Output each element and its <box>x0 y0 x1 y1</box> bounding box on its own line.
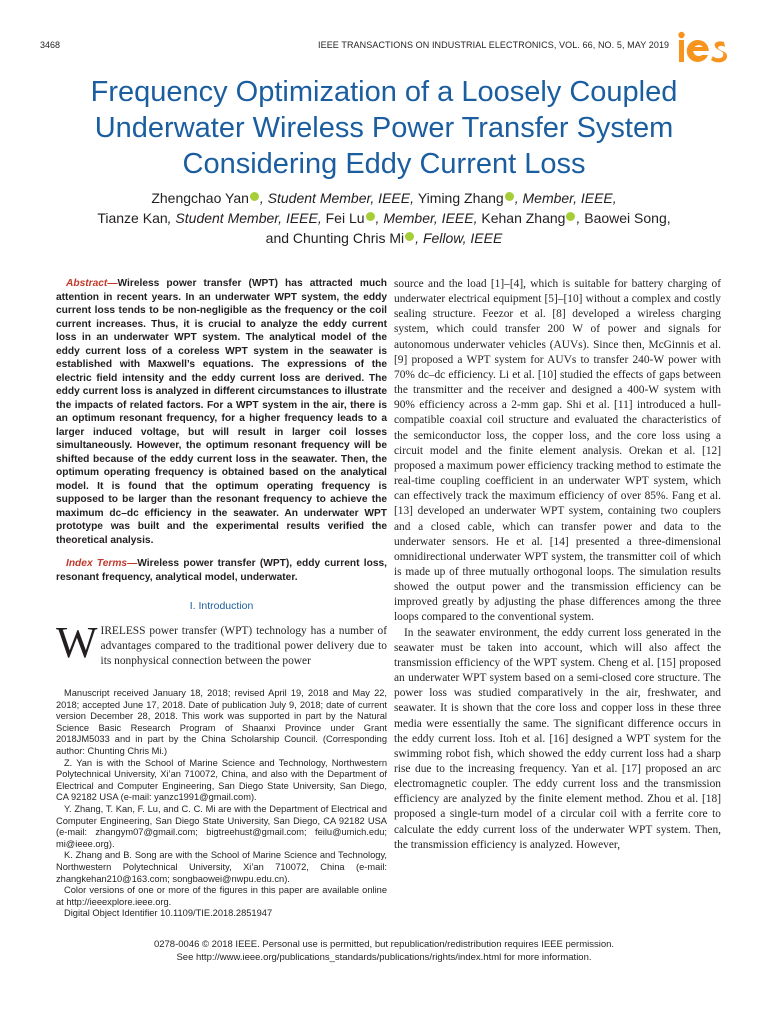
orcid-icon[interactable] <box>505 192 514 201</box>
author-name: Kehan Zhang <box>481 210 566 226</box>
intro-paragraph <box>56 618 387 669</box>
page-number: 3468 <box>40 40 61 50</box>
author-membership: , Fellow, IEEE <box>415 230 503 246</box>
title-line: Underwater Wireless Power Transfer System <box>94 112 674 144</box>
footnote: Manuscript received January 18, 2018; revised April 19, 2018 and May 22, 2018; accepted June 17, 2018. Date of publication July 9, 2018; date of current version December 28, 2018. This work was supported in part by the Natural Science Basic Research Program of Shaanxi Province under Grant 2018JM5033 and in part by the China Scholarship Council. (Corresponding author: Chunting Chris Mi.) <box>56 688 387 756</box>
footnote: Y. Zhang, T. Kan, F. Lu, and C. C. Mi are with the Department of Electrical and Computer Engineering, San Diego State University, San Diego, CA 92182 USA (e-mail: zhangym07@gmail.com; bigtreehust@gmail.com; feilu@umich.edu; mi@ieee.org). <box>56 803 387 849</box>
author-membership: , Member, IEEE, <box>375 210 482 226</box>
footnote: Digital Object Identifier 10.1109/TIE.2018.2851947 <box>64 908 273 919</box>
author-name: Fei Lu <box>325 210 365 226</box>
author-name: Baowei Song, <box>584 210 671 226</box>
author-membership: , Member, IEEE, <box>514 190 617 206</box>
body-paragraph: In the seawater environment, the eddy current loss generated in the seawater must be taken into account, which will also affect the transmission efficiency of the WPT system. Cheng et al. [15] proposed an underwater WPT system based on a semi-closed core structure. The power loss was studied comparatively in the air, freshwater, and seawater. It is shown that the core loss and copper loss in these three media were essentially the same. The significant difference occurs in the eddy current loss. Itoh et al. [16] designed a WPT system for the swimming robot fish, which showed the eddy current loss had a sharp rise due to the increasing frequency. Yan et al. [17] proposed an arc electromagnetic coupler. The eddy current loss and the transmission efficiency are analyzed by the finite element method. Zhou et al. [18] proposed a single-turn model of a circular coil with a ferrite core to calculate the eddy current loss of the underwater WPT system. Then, the transmission efficiency is analyzed. However, <box>394 626 721 851</box>
orcid-icon[interactable] <box>250 192 259 201</box>
orcid-icon[interactable] <box>366 212 375 221</box>
drop-cap: W <box>56 618 98 668</box>
author-line <box>40 188 728 208</box>
author-line <box>40 208 728 228</box>
author-membership: , <box>576 210 585 226</box>
footnote: Color versions of one or more of the figures in this paper are available online at http://ieeexplore.ieee.org. <box>56 885 387 907</box>
body-paragraph: source and the load [1]–[4], which is suitable for battery charging of underwater electrical equipment [5]–[10] without a complex and costly sealing structure. Feezor et al. [8] developed a wireless charging system, which could transfer 200 W of power and signals for autonomous underwater vehicles (AUVs). Since then, McGinnis et al. [9] proposed a WPT system for AUVs to transfer 240-W power with 70% dc–dc efficiency. Li et al. [10] studied the effects of gaps between the transmitter and the receiver and designed a 400-W system with 90% efficiency across a 2-mm gap. Shi et al. [11] introduced a hull-compatible coaxial coil structure and evaluated the characteristics of the semiconductor loss, the copper loss, and the core loss using a circuit model and the finite element analysis. Orekan et al. [12] proposed a maximum power efficiency tracking method to estimate the real-time coupling coefficient in an underwater WPT system, which can effectively track the maximum efficiency of over 85%. Fang et al. [13] developed an underwater WPT system, containing two couplers and a closed cable, which can transfer power and data to the underwater sensors. He et al. [14] presented a three-dimensional omnidirectional underwater WPT system, the transmitter coil of which is made up of three mutually orthogonal loops. The simulation results showed the output power and the transmission efficiency can be improved greatly by adjusting the phase differences among the three loops compared to the conventional system. <box>394 278 721 624</box>
left-column <box>56 277 387 670</box>
author-membership: , Student Member, IEEE, <box>259 190 418 206</box>
footnotes <box>56 688 387 920</box>
abstract <box>56 277 387 547</box>
ies-logo <box>676 30 732 68</box>
paper-title <box>40 74 728 182</box>
index-terms <box>56 557 387 584</box>
author-name: Yiming Zhang <box>417 190 504 206</box>
author-list <box>40 188 728 248</box>
running-header: IEEE TRANSACTIONS ON INDUSTRIAL ELECTRONICS, VOL. 66, NO. 5, MAY 2019 <box>318 40 670 50</box>
abstract-label: Abstract— <box>66 278 118 289</box>
orcid-icon[interactable] <box>566 212 575 221</box>
footnote: Z. Yan is with the School of Marine Science and Technology, Northwestern Polytechnical University, Xi’an 710072, China, and also with the Department of Electrical and Computer Engineering, San Diego State University, San Diego, CA 92182 USA (e-mail: yanzc1991@gmail.com). <box>56 757 387 803</box>
copyright-notice <box>40 938 728 964</box>
copyright-line: See http://www.ieee.org/publications_standards/publications/rights/index.html for more information. <box>176 952 592 963</box>
right-column <box>394 277 721 853</box>
index-terms-text: Wireless power transfer (WPT), eddy current loss, resonant frequency, analytical model, underwater. <box>56 558 388 583</box>
author-name: Zhengchao Yan <box>151 190 249 206</box>
title-line: Considering Eddy Current Loss <box>182 148 586 180</box>
author-line <box>40 228 728 248</box>
author-name: and Chunting Chris Mi <box>265 230 405 246</box>
author-membership: , Student Member, IEEE, <box>167 210 326 226</box>
section-heading: I. Introduction <box>189 600 254 612</box>
index-terms-label: Index Terms— <box>66 558 138 569</box>
title-line: Frequency Optimization of a Loosely Coupled <box>90 76 678 108</box>
copyright-line: 0278-0046 © 2018 IEEE. Personal use is permitted, but republication/redistribution requires IEEE permission. <box>153 939 615 950</box>
abstract-text: Wireless power transfer (WPT) has attracted much attention in recent years. In an underwater WPT system, the eddy current loss tends to be non-negligible as the frequency or the coil current increases. Thus, it is crucial to analyze the eddy current loss in an underwater WPT system. The analytical model of the eddy current loss of a coreless WPT system in the seawater is established with Maxwell’s equations. The expressions of the electric field intensity and the eddy current loss are derived. The eddy current loss is analyzed in different circumstances to illustrate the impacts of related factors. For a WPT system in the air, there is an optimum resonant frequency, for a higher frequency leads to a larger induced voltage, but will result in larger coil losses simultaneously. However, the optimum resonant frequency will be shifted because of the eddy current loss in the seawater. Then, the optimum operating frequency is obtained based on the analytical model. It is found that the optimum operating frequency is supposed to be larger than the resonant frequency to achieve the maximum dc–dc efficiency in the seawater. An underwater WPT prototype was built and the experimental results verified the theoretical analysis. <box>56 278 387 546</box>
orcid-icon[interactable] <box>405 232 414 241</box>
footnote: K. Zhang and B. Song are with the School of Marine Science and Technology, Northwestern Polytechnical University, Xi’an 710072, China (e-mail: zhangkehan210@163.com; songbaowei@nwpu.edu.cn). <box>56 850 387 884</box>
intro-text: IRELESS power transfer (WPT) technology has a number of advantages compared to the traditional power delivery due to its nonphysical connection between the power <box>100 625 387 668</box>
author-name: Tianze Kan <box>97 210 168 226</box>
